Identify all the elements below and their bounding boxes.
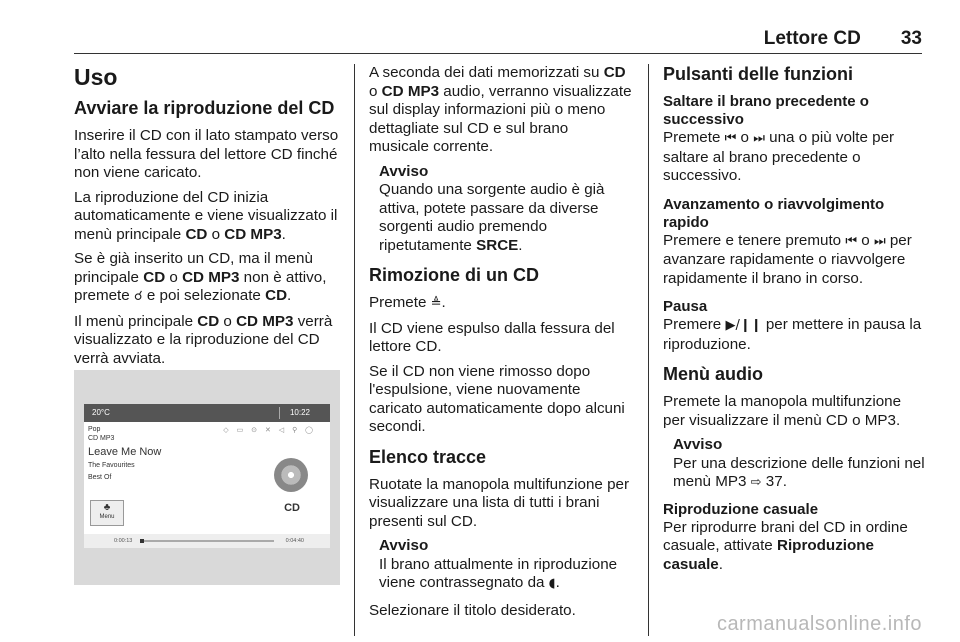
progress-bar — [140, 540, 274, 542]
paragraph-reload: Se il CD non viene rimosso dopo l'espulsione, viene nuovamente caricato automaticamente dopo alcuni secondi. — [369, 362, 625, 435]
block-fast-forward — [663, 196, 925, 289]
source-label: CD MP3 — [88, 435, 115, 442]
text: Premete — [369, 294, 431, 311]
bold-cdmp3: CD MP3 — [224, 225, 282, 243]
paragraph-menu: Premete la manopola multifunzione per visualizzare il menù CD o MP3. — [663, 393, 902, 429]
text: o — [369, 82, 382, 100]
bold-cd: CD — [197, 312, 220, 330]
cd-label: CD — [284, 502, 300, 514]
section-title-uso: Uso — [74, 64, 118, 90]
block-random — [663, 501, 925, 575]
text: per avanzare rapidamente o riavvolgere rapidamente il brano in corso. — [663, 231, 912, 287]
note-text: Per una descrizione delle funzioni nel menù MP3 — [673, 454, 925, 490]
total-time: 0:04:40 — [285, 538, 304, 544]
column-2 — [369, 64, 632, 626]
header-title: Lettore CD — [763, 28, 861, 49]
text: Premere e tenere premuto — [663, 231, 846, 249]
text: e poi selezionate — [142, 287, 266, 304]
album-title: The Favourites — [88, 462, 135, 469]
screen-status-bar — [84, 404, 330, 422]
screen-body — [84, 422, 330, 548]
elapsed-time: 0:00:13 — [114, 538, 133, 544]
paragraph-rotate-knob: Ruotate la manopola multifunzione per visualizzare una lista di tutti i brani presenti sul CD. — [369, 475, 630, 530]
text: . — [555, 574, 560, 591]
paragraph-autoplay — [74, 189, 340, 245]
text: verrà visualizzato e la riproduzione del CD verrà avviata. — [74, 312, 333, 367]
paragraph-display-info — [369, 64, 632, 157]
note-title: Avviso — [379, 537, 429, 554]
play-pause-icon: ▶/❙❙ — [725, 318, 762, 333]
text: Premere — [663, 316, 726, 333]
column-divider-2 — [648, 64, 649, 636]
next-track-icon: ⏭ — [753, 131, 765, 146]
temperature: 20°C — [92, 408, 110, 417]
text: A seconda dei dati memorizzati su — [369, 64, 604, 81]
text: Per riprodurre brani del CD in ordine casuale, attivate — [663, 518, 908, 554]
paragraph-select-title: Selezionare il titolo desiderato. — [369, 601, 576, 619]
menu-button — [90, 500, 124, 526]
clock: 10:22 — [289, 408, 310, 417]
text: una o più volte per saltare al brano precedente o successivo. — [663, 129, 895, 184]
text: . — [287, 287, 292, 304]
note-text: Quando una sorgente audio è già attiva, potete passare da diverse sorgenti audio premendo ripetutamente — [379, 181, 605, 254]
bold-cd: CD — [185, 225, 208, 243]
bold-cd: CD — [603, 64, 626, 81]
text: Premete — [663, 129, 725, 146]
heading-skip: Saltare il brano precedente o successivo — [663, 93, 869, 128]
text: o — [736, 129, 754, 146]
bold-cdmp3: CD MP3 — [182, 268, 240, 286]
watermark: carmanualsonline.info — [716, 613, 922, 635]
text: . — [518, 236, 523, 254]
divider — [279, 407, 280, 419]
header-rule — [74, 53, 922, 54]
heading-pause: Pausa — [663, 298, 708, 315]
block-skip — [663, 93, 925, 186]
screen — [84, 404, 330, 548]
previous-track-icon: ⏮ — [724, 131, 737, 146]
note-mp3-menu — [673, 436, 925, 493]
subsection-title-start-cd: Avviare la riproduzione del CD — [74, 98, 335, 118]
page-reference: 37. — [761, 473, 787, 490]
note-title: Avviso — [379, 162, 429, 180]
text: Il menù principale — [74, 312, 198, 330]
page-header — [764, 28, 922, 50]
paragraph-insert-cd: Inserire il CD con il lato stampato verso l’alto nella fessura del lettore CD finché non viene caricato. — [74, 127, 339, 181]
bold-cdmp3: CD MP3 — [236, 312, 294, 330]
text: La riproduzione del CD inizia automaticamente e viene visualizzato il menù principale — [74, 188, 338, 243]
text: . — [441, 294, 446, 311]
genre-label: Pop — [88, 426, 101, 433]
text: Se è già inserito un CD, ma il menù principale — [74, 250, 313, 286]
next-track-icon: ⏭ — [873, 233, 886, 249]
block-pause — [663, 298, 925, 354]
text: . — [281, 225, 286, 243]
progress-knob — [140, 539, 144, 543]
subsection-title-functions: Pulsanti delle funzioni — [663, 64, 854, 84]
bold-cdmp3: CD MP3 — [381, 82, 440, 100]
page-reference-icon: ⇨ — [750, 475, 762, 490]
paragraph-ejected: Il CD viene espulso dalla fessura del lettore CD. — [369, 319, 615, 355]
column-3 — [663, 64, 925, 584]
menu-label: Menu — [99, 514, 115, 520]
text: o — [857, 231, 874, 249]
infotainment-screen-photo — [74, 370, 340, 585]
note-text: Il brano attualmente in riproduzione viene contrassegnato da — [379, 555, 618, 591]
status-icons: ◇ ▭ ⊙ ✕ ◁ ⚲ ◯ — [223, 427, 316, 434]
track-title: Leave Me Now — [88, 446, 162, 458]
note-sources — [379, 163, 632, 256]
home-icon: ☌ — [133, 289, 143, 304]
paragraph-press-eject — [369, 294, 632, 314]
progress-area — [84, 534, 330, 548]
text: per mettere in pausa la riproduzione. — [663, 316, 922, 353]
album-sub: Best Of — [88, 474, 112, 481]
heading-random: Riproduzione casuale — [663, 500, 819, 518]
text: audio, verranno visualizzate sul display informazioni più o meno dettagliate sul CD e sul brano musicale corrente. — [369, 82, 632, 155]
previous-track-icon: ⏮ — [845, 233, 858, 249]
column-divider-1 — [354, 64, 355, 636]
subsection-title-tracks: Elenco tracce — [369, 446, 487, 467]
subsection-title-remove: Rimozione di un CD — [369, 265, 539, 285]
page-number: 33 — [900, 28, 922, 49]
text: o — [219, 312, 237, 330]
text: . — [718, 555, 723, 573]
subsection-title-audio-menu: Menù audio — [663, 364, 763, 384]
cd-disc-icon — [274, 458, 308, 492]
text: o — [165, 268, 183, 286]
column-1 — [74, 64, 340, 374]
paragraph-already-inserted — [74, 250, 340, 307]
speaker-icon: ◖ — [548, 576, 556, 591]
paragraph-main-menu — [74, 313, 340, 369]
note-title: Avviso — [673, 436, 723, 453]
bold-cd: CD — [143, 268, 166, 286]
text: o — [207, 225, 225, 243]
bold-random: Riproduzione casuale — [663, 537, 875, 573]
text: non è attivo, premete — [74, 268, 327, 304]
eject-icon: ≜ — [430, 296, 442, 311]
note-current-track — [379, 537, 632, 594]
bold-cd: CD — [265, 287, 288, 304]
heading-fast-forward: Avanzamento o riavvolgimento rapido — [663, 195, 885, 231]
menu-icon: ♣ — [103, 502, 111, 513]
bold-srce: SRCE — [476, 236, 519, 254]
